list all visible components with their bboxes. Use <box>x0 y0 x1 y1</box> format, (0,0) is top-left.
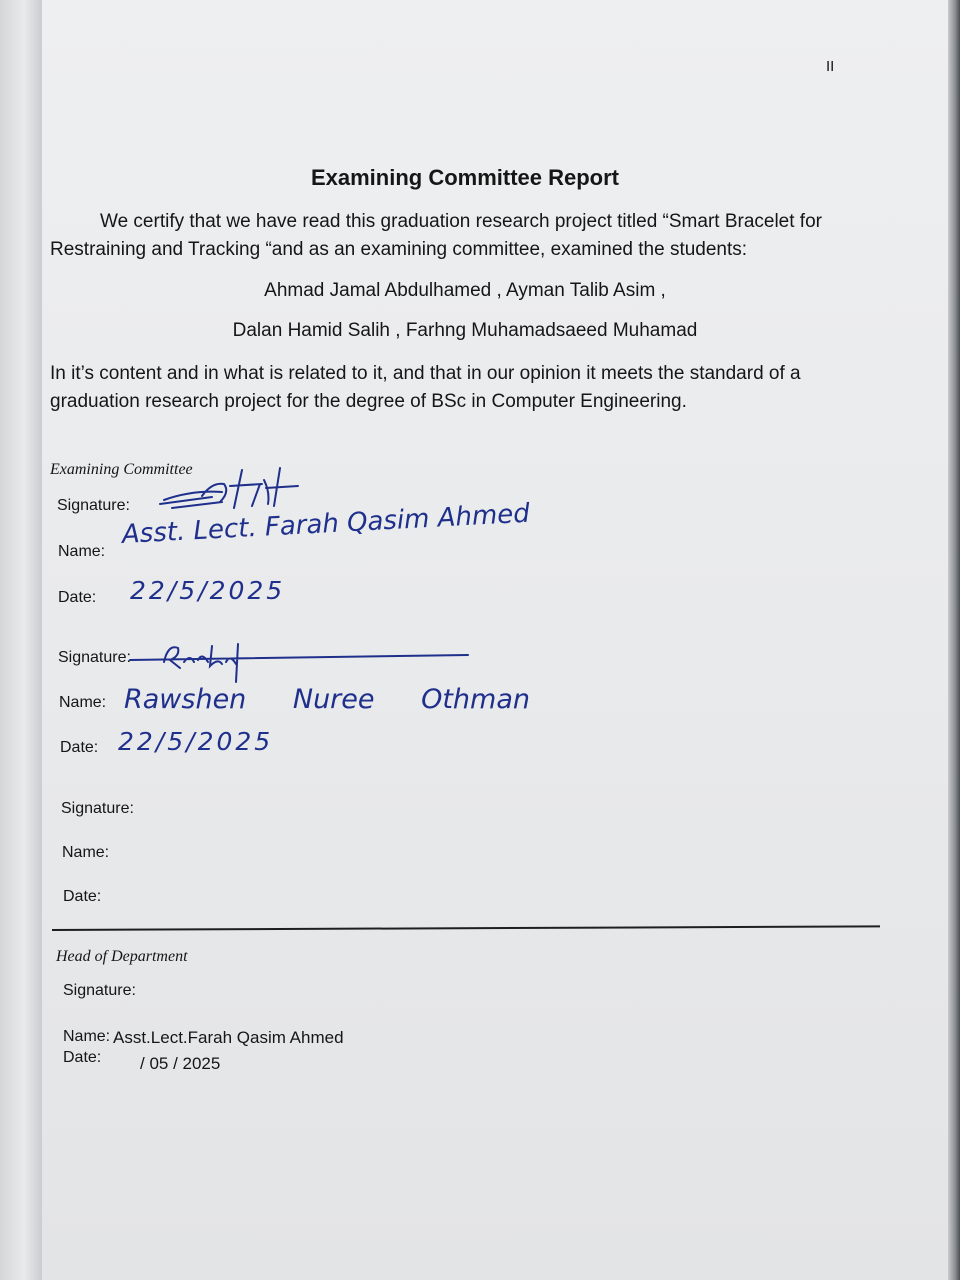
certification-text: We certify that we have read this graduation research project titled “Smart Bracelet for Restraining and Tracking “and as an examining committee, examined the students: <box>50 211 822 260</box>
document-page <box>42 0 950 1280</box>
signature-mark-2 <box>128 636 478 686</box>
students-line-1: Ahmad Jamal Abdulhamed , Ayman Talib Asim , <box>264 280 666 301</box>
name-label-1: Name: <box>58 543 106 560</box>
book-gutter <box>0 0 44 1280</box>
hod-signature-label: Signature: <box>63 982 136 999</box>
name-label-3: Name: <box>62 844 110 861</box>
date-label-3: Date: <box>63 888 102 905</box>
signature-mark-1 <box>152 462 312 517</box>
member-2-date: 22/5/2025 <box>118 727 274 756</box>
students-line-2: Dalan Hamid Salih , Farhng Muhamadsaeed Muhamad <box>232 320 698 341</box>
section-divider <box>52 925 880 930</box>
signature-label-1: Signature: <box>57 497 130 514</box>
opinion-paragraph: In it’s content and in what is related to it, and that in our opinion it meets the standard of a graduation research project for the degree of BSc in Computer Engineering. <box>50 363 801 412</box>
date-label-2: Date: <box>60 739 99 756</box>
hod-date: / 05 / 2025 <box>140 1054 221 1073</box>
page-edge-shadow <box>948 0 960 1280</box>
name-label-2: Name: <box>59 694 107 711</box>
signature-label-2: Signature: <box>58 649 131 666</box>
signature-label-3: Signature: <box>61 800 134 817</box>
certification-paragraph <box>50 208 886 264</box>
member-2-name: Rawshen Nuree Othman <box>124 684 530 715</box>
member-1-date: 22/5/2025 <box>130 576 286 605</box>
page-number: II <box>826 58 835 75</box>
date-label-1: Date: <box>58 589 97 606</box>
committee-heading: Examining Committee <box>50 461 193 478</box>
hod-name-label: Name: <box>63 1028 111 1045</box>
hod-heading: Head of Department <box>56 948 188 965</box>
hod-name: Asst.Lect.Farah Qasim Ahmed <box>113 1028 344 1047</box>
hod-date-label: Date: <box>63 1049 102 1066</box>
page-title: Examining Committee Report <box>310 165 620 190</box>
member-1-name: Asst. Lect. Farah Qasim Ahmed <box>121 498 531 550</box>
